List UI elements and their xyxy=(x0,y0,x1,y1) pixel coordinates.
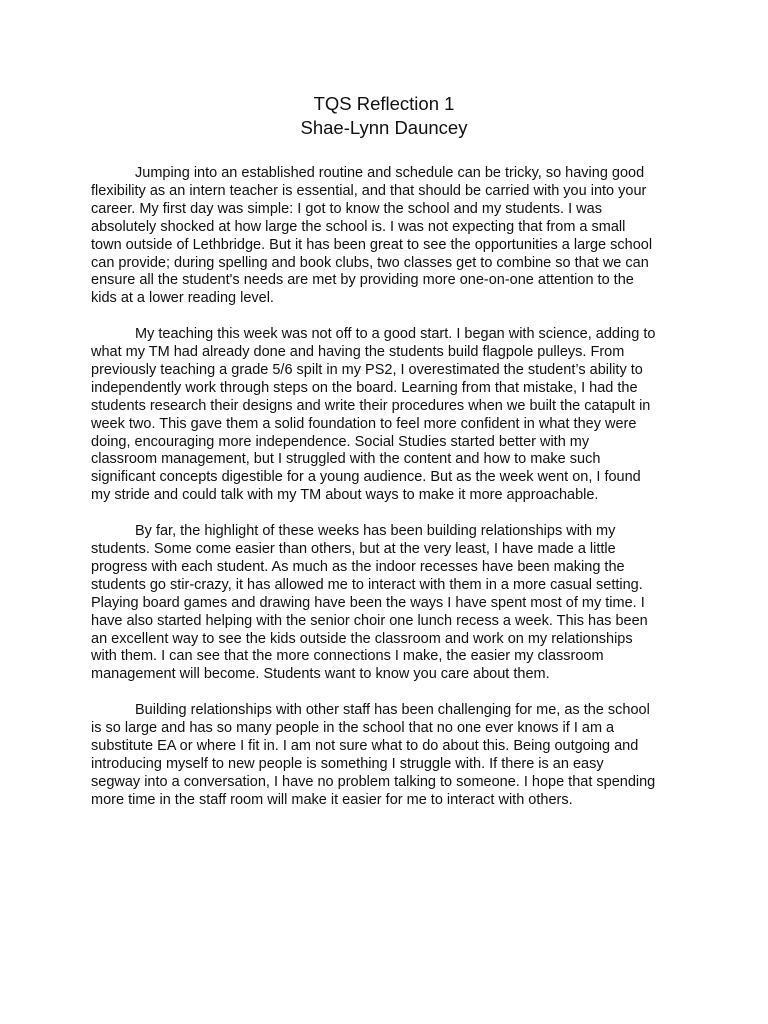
paragraph-line: introducing myself to new people is something I struggle with. If there is an easy xyxy=(91,755,604,772)
paragraph-line: By far, the highlight of these weeks has been building relationships with my xyxy=(135,523,616,540)
paragraph-line: students research their designs and write their procedures when we built the catapult in xyxy=(91,397,651,414)
paragraph-line: independently work through steps on the board. Learning from that mistake, I had the xyxy=(91,379,638,396)
paragraph-line: previously teaching a grade 5/6 spilt in my PS2, I overestimated the student’s ability to xyxy=(91,361,643,378)
paragraph xyxy=(91,326,677,505)
paragraph-line: can provide; during spelling and book clubs, two classes get to combine so that we can xyxy=(91,254,649,271)
paragraph-line: Jumping into an established routine and schedule can be tricky, so having good xyxy=(135,165,645,181)
document-author: Shae-Lynn Dauncey xyxy=(300,117,468,138)
paragraph-line: flexibility as an intern teacher is essential, and that should be carried with you into your xyxy=(91,182,647,199)
paragraph-line: doing, encouraging more independence. Social Studies started better with my xyxy=(91,433,590,450)
paragraph-line: have also started helping with the senior choir one lunch recess a week. This has been xyxy=(91,612,648,629)
paragraph xyxy=(91,702,677,809)
paragraph-line: more time in the staff room will make it easier for me to interact with others. xyxy=(91,791,573,808)
paragraph-line: is so large and has so many people in the school that no one ever knows if I am a xyxy=(91,720,615,737)
paragraph-line: substitute EA or where I fit in. I am not sure what to do about this. Being outgoing and xyxy=(91,737,639,754)
document-title: TQS Reflection 1 xyxy=(313,93,455,114)
paragraph-line: with them. I can see that the more connections I make, the easier my classroom xyxy=(91,648,604,665)
document-body xyxy=(91,165,677,827)
title-block xyxy=(0,92,768,140)
paragraph-line: absolutely shocked at how large the school is. I was not expecting that from a small xyxy=(91,218,626,235)
paragraph-line: Playing board games and drawing have been the ways I have spent most of my time. I xyxy=(91,594,645,611)
paragraph-line: significant concepts digestible for a young audience. But as the week went on, I found xyxy=(91,469,641,486)
paragraph-line: My teaching this week was not off to a good start. I began with science, adding to xyxy=(135,326,656,343)
paragraph-line: Building relationships with other staff has been challenging for me, as the school xyxy=(135,702,650,719)
paragraph xyxy=(91,523,677,684)
paragraph-line: week two. This gave them a solid foundation to feel more confident in what they were xyxy=(91,415,637,432)
paragraph-line: kids at a lower reading level. xyxy=(91,290,274,307)
paragraph-line: what my TM had already done and having the students build flagpole pulleys. From xyxy=(91,344,625,361)
paragraph-line: town outside of Lethbridge. But it has been great to see the opportunities a large school xyxy=(91,236,653,253)
paragraph-line: management will become. Students want to know you care about them. xyxy=(91,666,550,683)
paragraph-line: students. Some come easier than others, but at the very least, I have made a little xyxy=(91,541,616,557)
paragraph-line: classroom management, but I struggled with the content and how to make such xyxy=(91,451,601,468)
paragraph-line: segway into a conversation, I have no problem talking to someone. I hope that spending xyxy=(91,773,656,790)
paragraph-line: ensure all the student's needs are met by providing more one-on-one attention to the xyxy=(91,272,634,289)
paragraph xyxy=(91,165,677,308)
paragraph-line: students go stir-crazy, it has allowed me to interact with them in a more casual setting. xyxy=(91,576,643,593)
paragraph-line: an excellent way to see the kids outside the classroom and work on my relationships xyxy=(91,630,633,647)
paragraph-line: progress with each student. As much as the indoor recesses have been making the xyxy=(91,558,625,575)
paragraph-line: career. My first day was simple: I got to know the school and my students. I was xyxy=(91,200,602,217)
paragraph-line: my stride and could talk with my TM about ways to make it more approachable. xyxy=(91,487,599,504)
